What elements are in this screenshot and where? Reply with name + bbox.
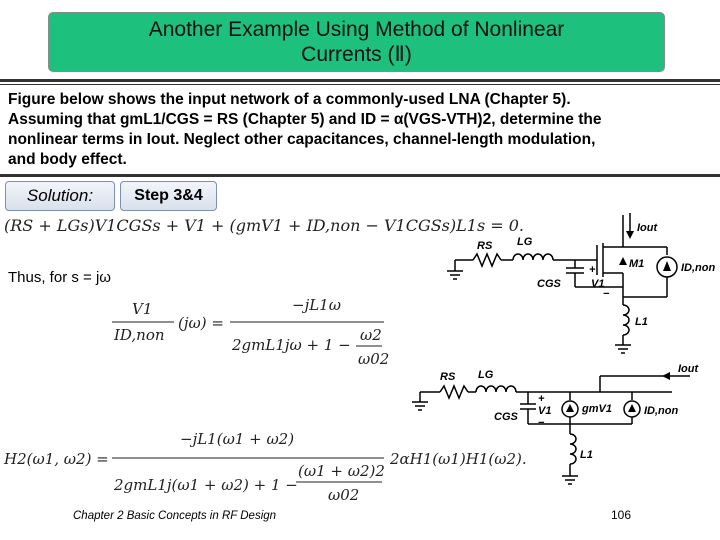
eq3-num: −jL1(ω1 + ω2): [180, 430, 295, 448]
label-idnon: ID,non: [681, 262, 716, 274]
label-v1: V1: [591, 278, 605, 290]
title-divider: [0, 79, 720, 82]
title-line-1: Another Example Using Method of Nonlinear: [148, 18, 565, 41]
label2-minus: −: [538, 417, 545, 429]
eq2-w2: ω2: [360, 326, 382, 344]
eq2-lhs-den: ID,non: [114, 326, 165, 344]
eq3-inner-den: ω02: [328, 486, 360, 504]
label-m1: M1: [629, 258, 645, 270]
label2-gmv1: gmV1: [582, 403, 612, 415]
intro-line-1: Figure below shows the input network of a commonly-used LNA (Chapter 5).: [8, 91, 571, 108]
eq2-lhs-num: V1: [132, 300, 153, 318]
label-minus: −: [603, 288, 610, 300]
eq2-w02: ω02: [358, 350, 390, 368]
label-l1: L1: [635, 316, 648, 328]
label-plus: +: [589, 264, 596, 276]
lna-circuit-diagram: [445, 205, 715, 360]
label2-plus: +: [538, 393, 545, 405]
slide-title: [48, 12, 665, 72]
label-iout: Iout: [637, 222, 658, 234]
label2-cgs: CGS: [494, 411, 518, 423]
equivalent-circuit-diagram: [410, 362, 699, 497]
eq2-num: −jL1ω: [292, 296, 341, 314]
problem-statement: [8, 90, 713, 170]
thus-text: Thus, for s = jω: [8, 269, 111, 286]
intro-line-3: nonlinear terms in Iout. Neglect other capacitances, channel-length modulation,: [8, 131, 596, 148]
label2-idnon: ID,non: [644, 405, 679, 417]
statement-divider: [0, 174, 720, 177]
label2-rs: RS: [440, 371, 456, 383]
title-line-2: Currents (Ⅱ): [301, 43, 412, 66]
label2-lg: LG: [478, 369, 494, 381]
step-button[interactable]: Step 3&4: [120, 181, 217, 211]
intro-line-2: Assuming that gmL1/CGS = RS (Chapter 5) and ID = α(VGS-VTH)2, determine the: [8, 111, 602, 128]
eq3-lhs: H2(ω1, ω2) =: [4, 450, 109, 468]
eq3-inner-num: (ω1 + ω2)2: [298, 462, 385, 480]
label-lg: LG: [517, 236, 533, 248]
label-cgs: CGS: [537, 278, 561, 290]
page-number: 106: [611, 508, 632, 522]
label2-l1: L1: [580, 449, 593, 461]
intro-line-4: and body effect.: [8, 151, 127, 168]
eq3-den-main: 2gmL1j(ω1 + ω2) + 1 −: [114, 476, 298, 494]
solution-button[interactable]: Solution:: [5, 181, 115, 211]
eq3-rhs: 2αH1(ω1)H1(ω2).: [390, 450, 527, 468]
equation-transfer: [112, 292, 412, 372]
label2-v1: V1: [538, 405, 552, 417]
label2-iout: Iout: [678, 363, 699, 375]
footer-text: Chapter 2 Basic Concepts in RF Design: [73, 510, 277, 522]
equation-kcl: (RS + LGs)V1CGSs + V1 + (gmV1 + ID,non − V1CGSs)L1s = 0.: [4, 216, 524, 235]
eq2-den-main: 2gmL1jω + 1 −: [232, 336, 351, 354]
eq2-arg: (jω) =: [178, 314, 224, 332]
label-rs: RS: [477, 240, 493, 252]
title-divider-thin: [0, 84, 720, 85]
